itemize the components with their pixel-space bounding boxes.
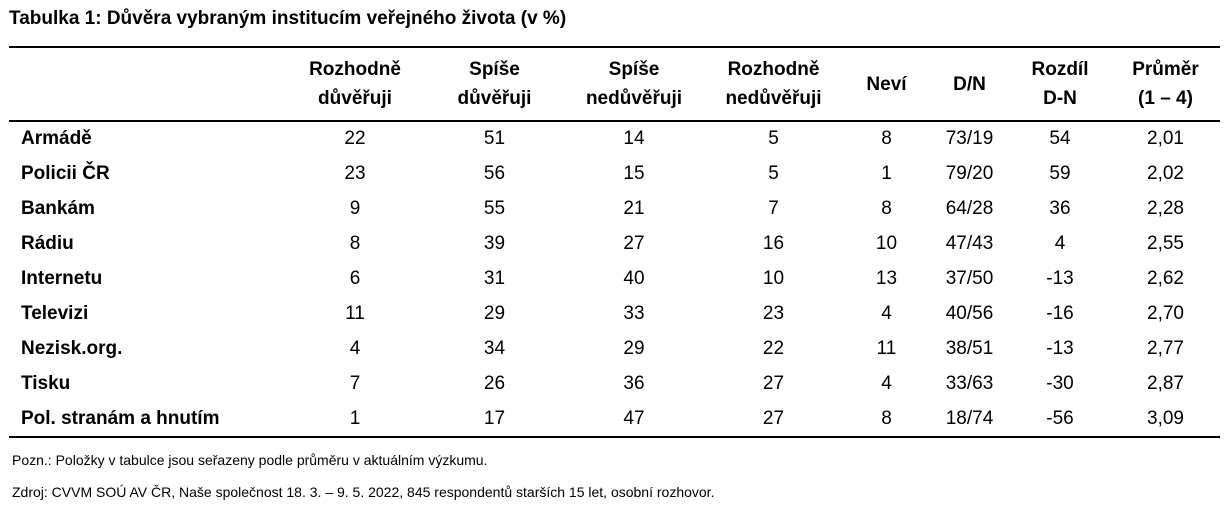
table-cell: 18/74 [930, 402, 1009, 437]
header-prumer [1111, 47, 1220, 121]
header-line: Spíše [608, 59, 660, 80]
row-label: Rádiu [21, 232, 74, 254]
table-cell: 26 [483, 373, 506, 395]
table-row [9, 156, 1220, 191]
trust-table [9, 46, 1220, 438]
table-cell: 38/51 [945, 338, 994, 360]
table-row [9, 261, 1220, 296]
header-line: Rozdíl [1031, 59, 1089, 80]
table-row [9, 191, 1220, 226]
table-cell: 2,77 [1147, 338, 1184, 360]
table-row [9, 332, 1220, 367]
table-cell: 29 [623, 338, 645, 360]
table-cell: 10 [875, 232, 898, 254]
table-cell: 34 [483, 338, 506, 360]
header-line: Rozhodně [309, 59, 401, 80]
table-cell: 17 [425, 402, 564, 437]
table-cell: 2,87 [1147, 373, 1184, 395]
table-cell: 40/56 [945, 303, 994, 325]
table-cell: 9 [349, 197, 361, 219]
table-cell: 14 [623, 128, 645, 150]
table-cell: 27 [704, 402, 843, 437]
header-row [9, 47, 1220, 121]
table-cell: 29 [483, 303, 506, 325]
table-cell: -13 [1046, 267, 1074, 289]
table-cell: 27 [762, 373, 785, 395]
table-cell: -56 [1009, 402, 1111, 437]
table-cell: 2,62 [1147, 267, 1184, 289]
table-cell: 1 [285, 402, 425, 437]
table-cell: 6 [349, 267, 361, 289]
table-cell: 56 [483, 162, 506, 184]
table-cell: 13 [875, 267, 898, 289]
footnote: Pozn.: Položky v tabulce jsou seřazeny podle průměru v aktuálním výzkumu. [12, 452, 488, 468]
table-cell: 55 [483, 197, 506, 219]
table-cell: 3,09 [1111, 402, 1220, 437]
table-cell: 8 [349, 232, 361, 254]
header-line: Spíše [469, 59, 520, 80]
table-cell: 2,28 [1147, 197, 1184, 219]
table-cell: 40 [623, 267, 645, 289]
table-cell: 36 [1049, 197, 1071, 219]
table-cell: 22 [762, 338, 785, 360]
header-dn [930, 47, 1009, 121]
table-cell: 5 [768, 128, 779, 150]
table-cell: 8 [843, 402, 930, 437]
table-cell: 59 [1049, 162, 1071, 184]
header-line: Neví [866, 73, 907, 95]
table-cell: 54 [1049, 128, 1071, 150]
table-cell: 79/20 [945, 162, 994, 184]
table-cell: 2,02 [1147, 162, 1184, 184]
table-row [9, 226, 1220, 261]
table-row [9, 296, 1220, 331]
table-title: Tabulka 1: Důvěra vybraným institucím veřejného života (v %) [9, 8, 567, 29]
table-cell: 4 [881, 373, 892, 395]
header-line: nedůvěřuji [725, 88, 822, 109]
table-cell: 2,70 [1147, 303, 1184, 325]
table-cell: 7 [349, 373, 361, 395]
row-label: Policii ČR [21, 162, 110, 184]
table-cell: 8 [881, 128, 892, 150]
header-line: nedůvěřuji [585, 88, 683, 109]
header-rozdil [1009, 47, 1111, 121]
table-cell: -13 [1046, 338, 1074, 360]
header-line: Průměr [1132, 59, 1199, 80]
table-cell: 10 [762, 267, 785, 289]
table-cell: 27 [623, 232, 645, 254]
table-cell: 7 [768, 197, 779, 219]
table-cell: 4 [349, 338, 361, 360]
table-cell: 2,01 [1147, 128, 1184, 150]
table-cell: 8 [881, 197, 892, 219]
header-line: D-N [1043, 88, 1077, 109]
table-cell: 31 [483, 267, 506, 289]
header-line: důvěřuji [457, 88, 532, 109]
table-cell: 39 [483, 232, 506, 254]
header-nevi [843, 47, 930, 121]
table-cell: 4 [881, 303, 892, 325]
table-cell: 23 [762, 303, 785, 325]
header-line: Rozhodně [727, 59, 820, 80]
header-institution [9, 47, 285, 121]
table-cell: 33/63 [945, 373, 994, 395]
table-cell: 73/19 [945, 128, 994, 150]
table-row [9, 121, 1220, 156]
table-cell: 2,55 [1147, 232, 1184, 254]
table-row [9, 367, 1220, 402]
header-line: důvěřuji [318, 88, 392, 109]
table-cell: -16 [1046, 303, 1074, 325]
table-cell: 22 [344, 128, 366, 150]
table-cell: 47 [564, 402, 704, 437]
row-label: Bankám [21, 197, 95, 219]
table-cell: 16 [762, 232, 785, 254]
table-cell: -30 [1046, 373, 1074, 395]
table-cell: 15 [623, 162, 645, 184]
source-note: Zdroj: CVVM SOÚ AV ČR, Naše společnost 18. 3. – 9. 5. 2022, 845 respondentů starších 15 let, osobní rozhovor. [12, 484, 715, 500]
header-rozhodne-duveruji [285, 47, 425, 121]
table-body [9, 121, 1220, 437]
table-cell: 36 [623, 373, 645, 395]
table-cell: 5 [768, 162, 779, 184]
table-row [9, 402, 1220, 437]
table-cell: 11 [876, 338, 897, 360]
header-spise-duveruji [425, 47, 564, 121]
row-label: Televizi [21, 303, 89, 325]
header-spise-neduveruji [564, 47, 704, 121]
table-cell: 11 [345, 303, 365, 325]
header-line: (1 – 4) [1138, 88, 1193, 109]
row-label: Armádě [21, 128, 92, 150]
table-cell: 37/50 [945, 267, 994, 289]
table-cell: 21 [623, 197, 645, 219]
table-cell: 1 [881, 162, 892, 184]
header-rozhodne-neduveruji [704, 47, 843, 121]
row-label: Tisku [21, 373, 71, 395]
table-cell: 51 [483, 128, 506, 150]
table-cell: 64/28 [945, 197, 994, 219]
table-cell: 47/43 [945, 232, 994, 254]
table-cell: 33 [623, 303, 645, 325]
row-label: Nezisk.org. [21, 338, 123, 360]
table-cell: 4 [1054, 232, 1066, 254]
header-line: D/N [953, 73, 986, 95]
row-label: Internetu [21, 267, 103, 289]
row-label: Pol. stranám a hnutím [9, 402, 285, 437]
table-cell: 23 [344, 162, 366, 184]
